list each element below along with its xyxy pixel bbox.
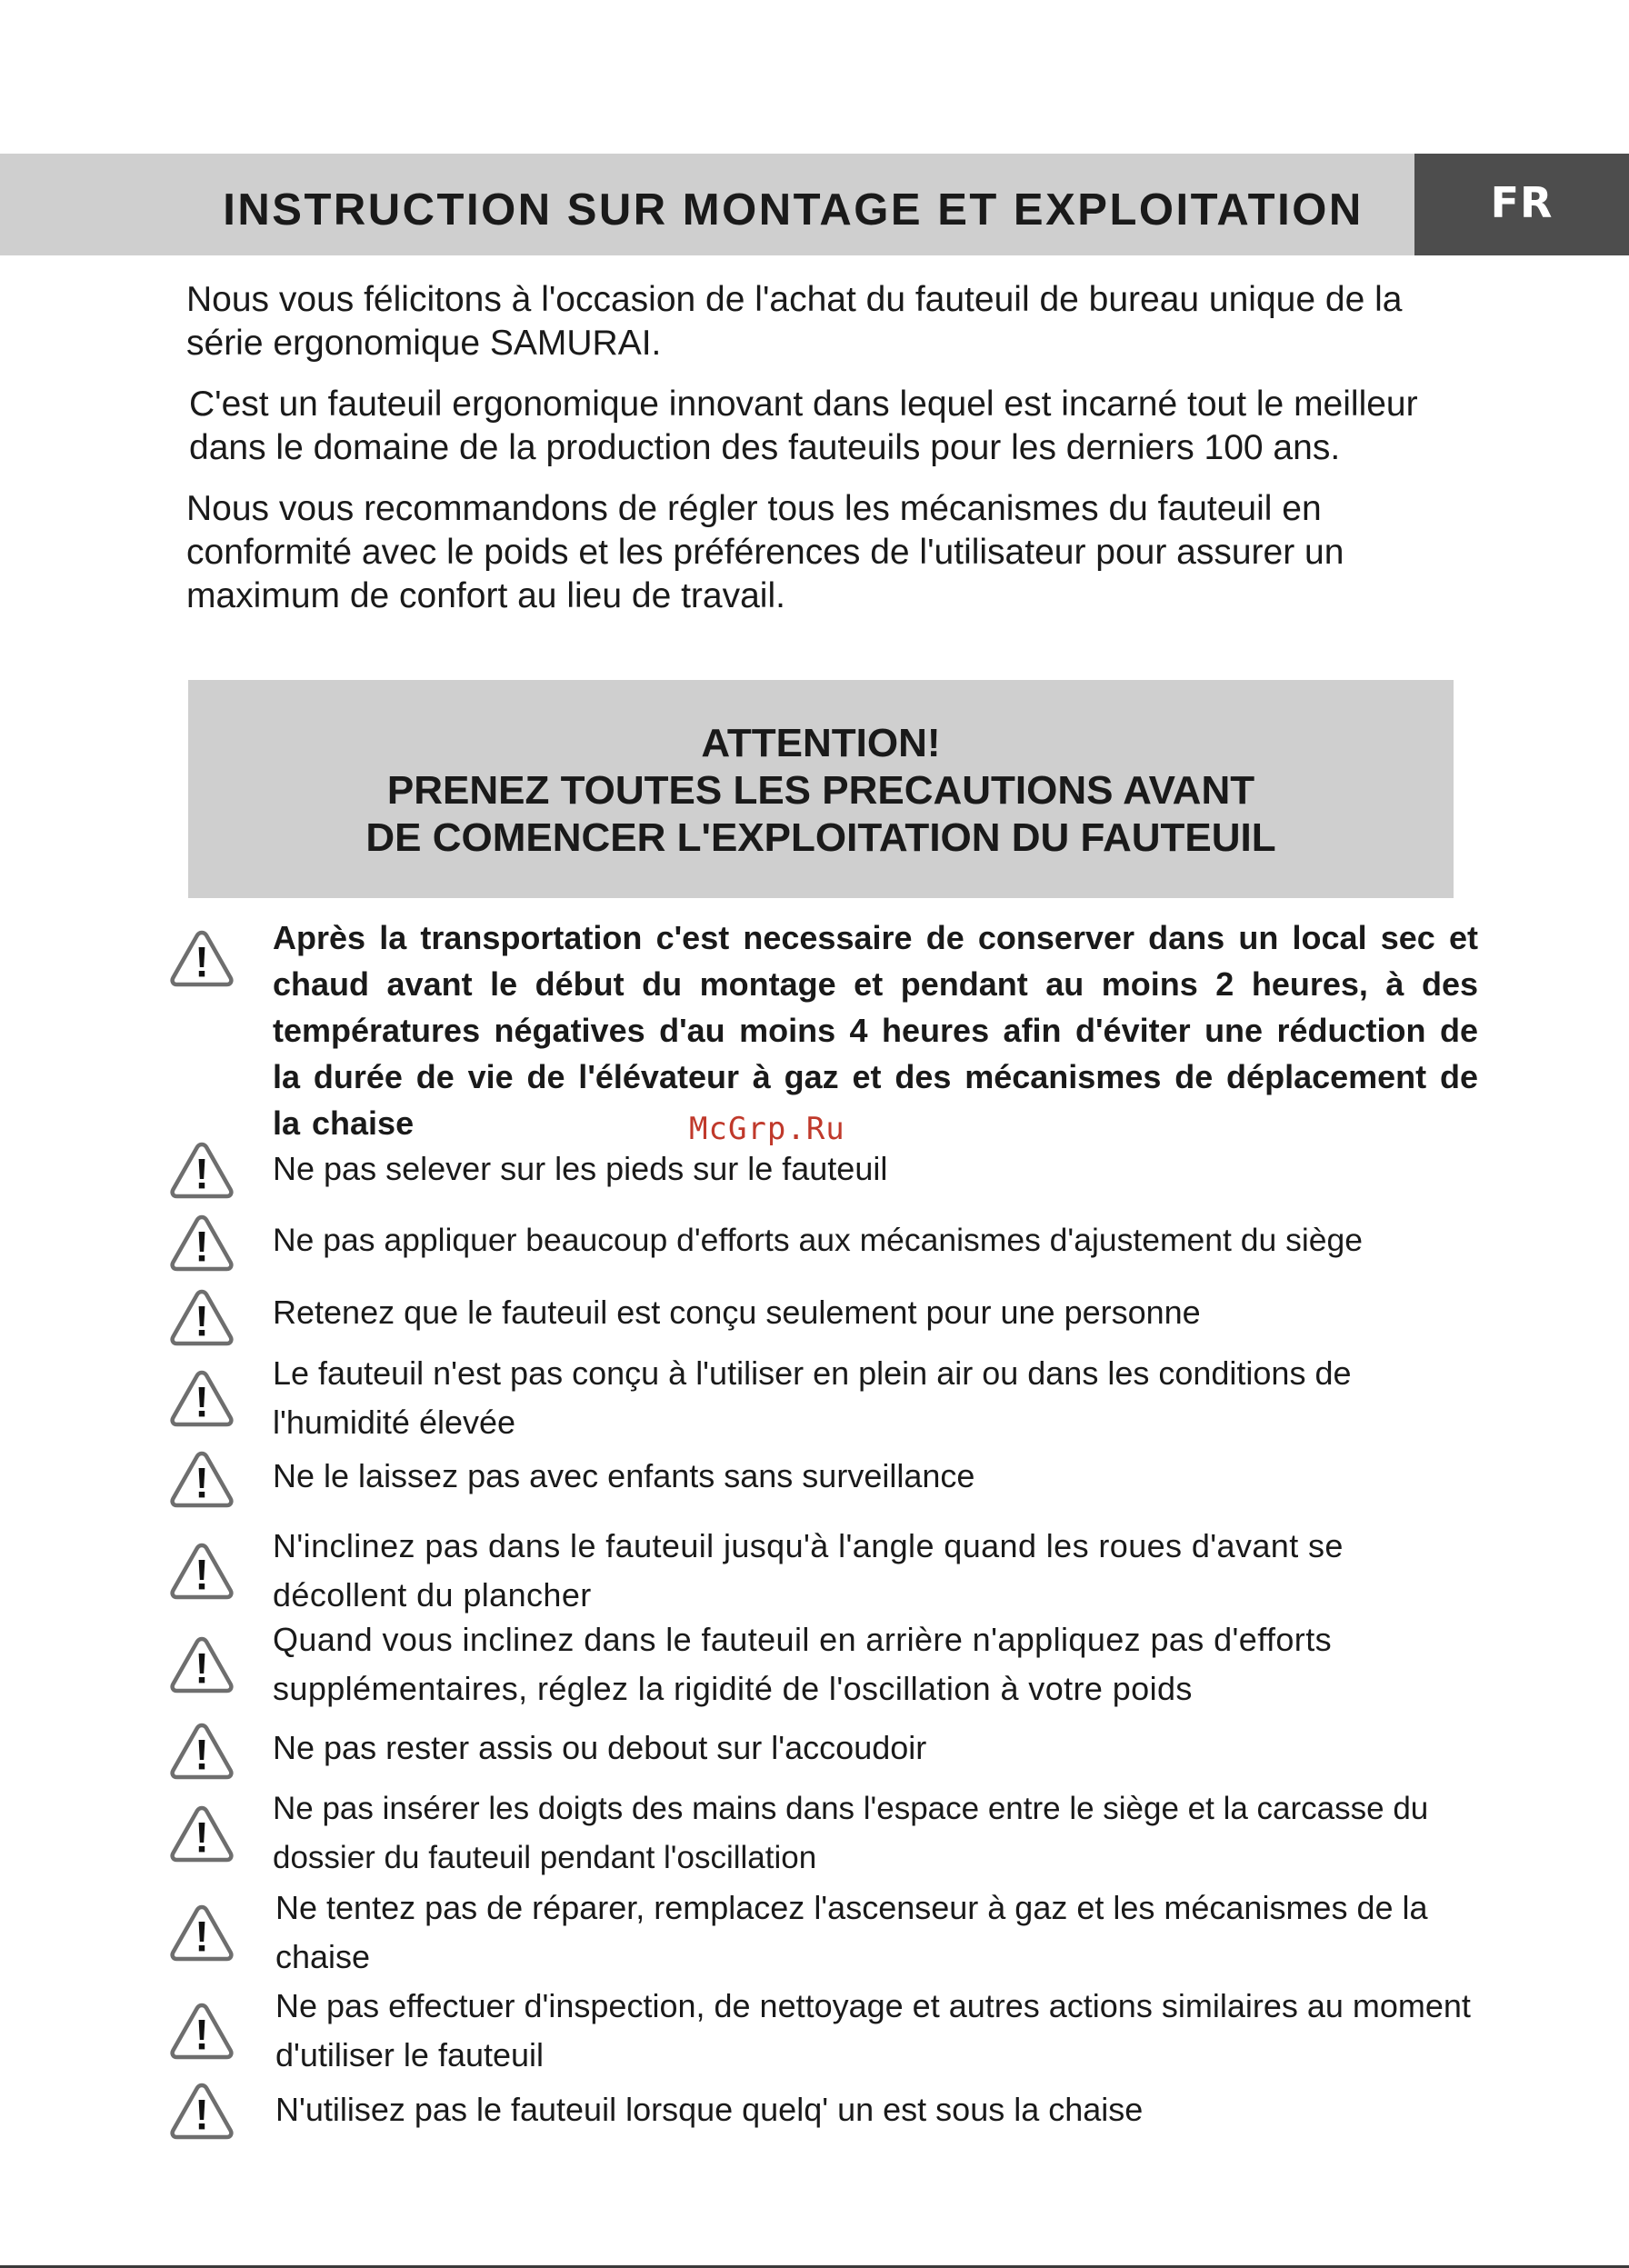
warning-text: Ne tentez pas de réparer, remplacez l'ascenseur à gaz et les mécanismes de la chaise [275, 1889, 1428, 1975]
warning-item [169, 1883, 1478, 1983]
warning-text: Ne pas rester assis ou debout sur l'accoudoir [273, 1729, 927, 1766]
warning-icon [169, 1141, 235, 1199]
warning-icon [169, 1450, 235, 1508]
warning-icon [169, 1903, 235, 1962]
warning-text: Après la transportation c'est necessaire de conserver dans un local sec et chaud avant le début du montage et pendant au moins 2 heures, à des températures négatives d'au moins 4 heures afin d'éviter une réduction de la durée de vie de l'élévateur à gaz et des mécanismes de déplacement de la chaise [273, 919, 1478, 1142]
warning-text: N'utilisez pas le fauteuil lorsque quelq' un est sous la chaise [275, 2091, 1144, 2128]
warning-icon [169, 1288, 235, 1346]
warning-icon [169, 2082, 235, 2140]
warning-item [169, 1349, 1478, 1449]
attention-heading: ATTENTION! [701, 721, 941, 765]
warning-text: Ne pas insérer les doigts des mains dans l'espace entre le siège et la carcasse du dossier du fauteuil pendant l'oscillation [273, 1791, 1429, 1875]
warning-item [169, 1722, 1478, 1780]
warning-item [169, 1784, 1478, 1884]
watermark: McGrp.Ru [689, 1111, 845, 1147]
warning-item [169, 1141, 1478, 1199]
warning-icon [169, 2002, 235, 2060]
intro-paragraph-3: Nous vous recommandons de régler tous les mécanismes du fauteuil en conformité avec le poids et les préférences de l'utilisateur pour assurer un maximum de confort au lieu de travail. [186, 489, 1344, 615]
warning-item [169, 1450, 1478, 1508]
warning-text: Le fauteuil n'est pas conçu à l'utiliser en plein air ou dans les conditions de l'humidité élevée [273, 1354, 1352, 1441]
warning-item [169, 1522, 1478, 1622]
intro-section [186, 278, 1477, 635]
warning-icon [169, 1635, 235, 1694]
warning-text: Quand vous inclinez dans le fauteuil en arrière n'appliquez pas d'efforts supplémentaires, réglez la rigidité de l'oscillation à votre poids [273, 1621, 1332, 1707]
warning-item [169, 1214, 1478, 1272]
attention-line-3: DE COMENCER L'EXPLOITATION DU FAUTEUIL [365, 815, 1276, 860]
warning-text: Ne pas selever sur les pieds sur le fauteuil [273, 1150, 888, 1187]
warning-item [169, 1615, 1478, 1715]
intro-paragraph-1: Nous vous félicitons à l'occasion de l'achat du fauteuil de bureau unique de la série ergonomique SAMURAI. [186, 280, 1403, 363]
language-tab: FR [1414, 154, 1629, 255]
warning-text: N'inclinez pas dans le fauteuil jusqu'à l'angle quand les roues d'avant se décollent du plancher [273, 1527, 1344, 1614]
warning-icon [169, 1722, 235, 1780]
warning-icon [169, 929, 235, 987]
warning-item [169, 2082, 1478, 2140]
warning-text: Ne pas effectuer d'inspection, de nettoyage et autres actions similaires au moment d'utiliser le fauteuil [275, 1987, 1471, 2073]
warning-item [169, 1288, 1478, 1346]
warning-icon [169, 1369, 235, 1427]
warning-icon [169, 1214, 235, 1272]
page-title: INSTRUCTION SUR MONTAGE ET EXPLOITATION [223, 185, 1364, 235]
warning-text: Retenez que le fauteuil est conçu seulement pour une personne [273, 1294, 1201, 1331]
attention-line-2: PRENEZ TOUTES LES PRECAUTIONS AVANT [386, 768, 1255, 813]
warning-icon [169, 1542, 235, 1600]
warning-text: Ne le laissez pas avec enfants sans surveillance [273, 1457, 975, 1494]
warning-text: Ne pas appliquer beaucoup d'efforts aux mécanismes d'ajustement du siège [273, 1222, 1363, 1258]
intro-paragraph-2: C'est un fauteuil ergonomique innovant dans lequel est incarné tout le meilleur dans le domaine de la production des fauteuils pour les derniers 100 ans. [189, 385, 1418, 467]
warning-icon [169, 1804, 235, 1863]
attention-box [188, 680, 1454, 898]
warning-item [169, 1982, 1478, 2082]
